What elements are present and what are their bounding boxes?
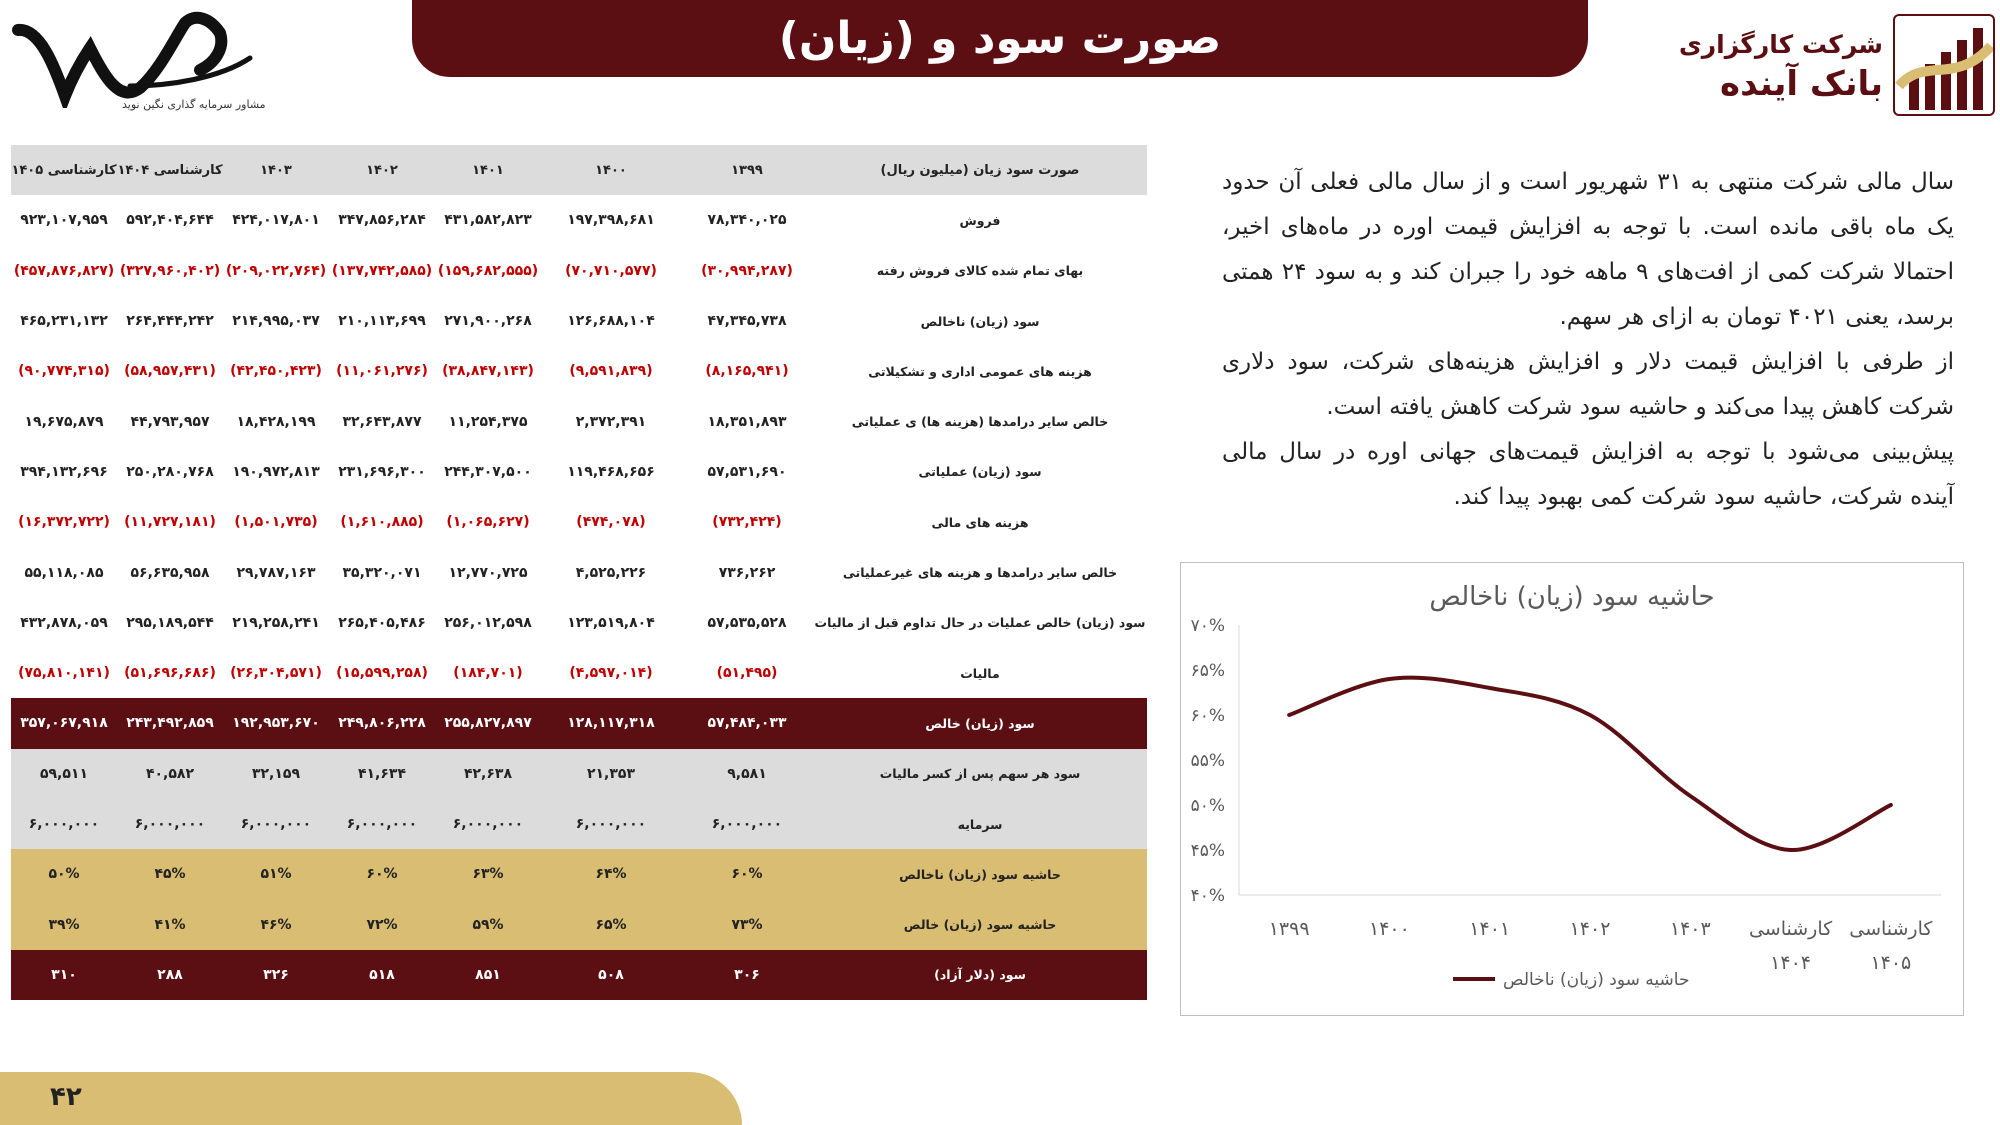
table-cell: ۵۱۸: [329, 950, 435, 1000]
table-cell: ۴۲۴,۰۱۷,۸۰۱: [223, 195, 329, 245]
table-cell: ۱۹۷,۳۹۸,۶۸۱: [541, 195, 681, 245]
table-row: [11, 799, 1147, 849]
table-cell: ۴۱,۶۳۴: [329, 749, 435, 799]
table-cell: (۱۱,۰۶۱,۲۷۶): [329, 346, 435, 396]
table-cell: ۱۹۲,۹۵۳,۶۷۰: [223, 698, 329, 748]
table-cell: ۵۷,۵۳۱,۶۹۰: [681, 447, 813, 497]
row-label: سود (دلار آزاد): [813, 950, 1147, 1000]
table-cell: (۴۲,۴۵۰,۴۲۳): [223, 346, 329, 396]
table-cell: ۲۵۵,۸۲۷,۸۹۷: [435, 698, 541, 748]
advisor-logo: [10, 8, 270, 118]
x-tick-label: ۱۴۰۵: [1870, 952, 1912, 974]
table-header-year: ۱۳۹۹: [681, 145, 813, 195]
x-tick-label: کارشناسی: [1849, 918, 1933, 940]
row-label: حاشیه سود (زیان) ناخالص: [813, 849, 1147, 899]
table-row: [11, 296, 1147, 346]
table-cell: ۳۲۶: [223, 950, 329, 1000]
income-statement-table: [11, 145, 1147, 1000]
table-cell: ۲۷۱,۹۰۰,۲۶۸: [435, 296, 541, 346]
table-cell: ۶,۰۰۰,۰۰۰: [223, 799, 329, 849]
table-cell: ۳۵,۳۲۰,۰۷۱: [329, 547, 435, 597]
table-cell: ۲۱۴,۹۹۵,۰۳۷: [223, 296, 329, 346]
table-cell: ۵۹,۵۱۱: [11, 749, 117, 799]
table-cell: ۲۹۵,۱۸۹,۵۴۴: [117, 598, 223, 648]
table-cell: (۱,۰۶۵,۶۲۷): [435, 497, 541, 547]
table-cell: ۲۸۸: [117, 950, 223, 1000]
table-header-year: کارشناسی ۱۴۰۵: [11, 145, 117, 195]
table-cell: ۷۲%: [329, 899, 435, 949]
x-tick-label: ۱۴۰۰: [1369, 918, 1410, 940]
table-cell: ۳۲,۶۴۳,۸۷۷: [329, 396, 435, 446]
table-cell: ۴۶%: [223, 899, 329, 949]
table-cell: ۶,۰۰۰,۰۰۰: [681, 799, 813, 849]
table-row: [11, 698, 1147, 748]
table-cell: ۲۵۶,۰۱۲,۵۹۸: [435, 598, 541, 648]
table-cell: ۱۱,۲۵۴,۳۷۵: [435, 396, 541, 446]
analysis-text: [1222, 160, 1954, 520]
table-cell: (۷۳۲,۴۲۴): [681, 497, 813, 547]
table-cell: ۲۱۹,۲۵۸,۲۴۱: [223, 598, 329, 648]
table-cell: ۴۶۵,۲۳۱,۱۳۲: [11, 296, 117, 346]
table-row: [11, 598, 1147, 648]
table-cell: (۱۵,۵۹۹,۲۵۸): [329, 648, 435, 698]
table-cell: (۳۰,۹۹۴,۲۸۷): [681, 246, 813, 296]
table-cell: ۵۹۲,۴۰۴,۶۴۴: [117, 195, 223, 245]
table-cell: ۶,۰۰۰,۰۰۰: [117, 799, 223, 849]
analysis-paragraph: پیش‌بینی می‌شود با توجه به افزایش قیمت‌های جهانی اوره در سال مالی آینده شرکت، حاشیه سود شرکت کمی بهبود پیدا کند.: [1222, 439, 1954, 510]
x-tick-label: ۱۳۹۹: [1268, 918, 1310, 940]
y-tick-label: ۵۰%: [1190, 796, 1225, 816]
analysis-paragraph: از طرفی با افزایش قیمت دلار و افزایش هزینه‌های شرکت، سود دلاری شرکت کاهش پیدا می‌کند و حاشیه سود شرکت کاهش یافته است.: [1222, 349, 1954, 420]
table-cell: (۱۸۴,۷۰۱): [435, 648, 541, 698]
table-row: [11, 749, 1147, 799]
table-cell: (۵۸,۹۵۷,۴۳۱): [117, 346, 223, 396]
table-cell: ۴۲,۶۳۸: [435, 749, 541, 799]
table-cell: ۲۴۹,۸۰۶,۲۲۸: [329, 698, 435, 748]
table-cell: ۳۴۷,۸۵۶,۲۸۴: [329, 195, 435, 245]
table-cell: ۲۴۳,۴۹۲,۸۵۹: [117, 698, 223, 748]
table-cell: ۴۱%: [117, 899, 223, 949]
table-row: [11, 899, 1147, 949]
chart-title: حاشیه سود (زیان) ناخالص: [1429, 582, 1715, 612]
row-label: مالیات: [813, 648, 1147, 698]
broker-name-line2: بانک آینده: [1720, 64, 1883, 104]
advisor-logo-mark: [10, 8, 270, 108]
table-cell: ۲۵۰,۲۸۰,۷۶۸: [117, 447, 223, 497]
table-cell: ۵۹%: [435, 899, 541, 949]
table-header-year: ۱۴۰۲: [329, 145, 435, 195]
table-cell: ۵۷,۵۳۵,۵۲۸: [681, 598, 813, 648]
table-row: [11, 195, 1147, 245]
table-cell: ۷۳۶,۲۶۲: [681, 547, 813, 597]
table-cell: ۴۷,۳۴۵,۷۳۸: [681, 296, 813, 346]
table-cell: (۱۵۹,۶۸۲,۵۵۵): [435, 246, 541, 296]
table-cell: ۱۸,۴۲۸,۱۹۹: [223, 396, 329, 446]
table-row: [11, 950, 1147, 1000]
table-row: [11, 246, 1147, 296]
table-cell: ۲۱,۳۵۳: [541, 749, 681, 799]
table-cell: ۳۵۷,۰۶۷,۹۱۸: [11, 698, 117, 748]
y-tick-label: ۴۵%: [1190, 841, 1225, 861]
table-header-row: [11, 145, 1147, 195]
table-cell: ۵۷,۴۸۴,۰۳۳: [681, 698, 813, 748]
row-label: سرمایه: [813, 799, 1147, 849]
table-row: [11, 447, 1147, 497]
table-cell: ۶۰%: [329, 849, 435, 899]
table-cell: ۶۴%: [541, 849, 681, 899]
row-label: هزینه های مالی: [813, 497, 1147, 547]
x-tick-label: ۱۴۰۱: [1469, 918, 1511, 940]
row-label: سود (زیان) ناخالص: [813, 296, 1147, 346]
y-tick-label: ۵۵%: [1190, 751, 1225, 771]
table-header-year: ۱۴۰۳: [223, 145, 329, 195]
table-cell: ۵۰%: [11, 849, 117, 899]
table-cell: (۷۰,۷۱۰,۵۷۷): [541, 246, 681, 296]
advisor-tagline: مشاور سرمایه گذاری نگین نوید: [122, 98, 266, 111]
table-cell: ۴۳۲,۸۷۸,۰۵۹: [11, 598, 117, 648]
table-header-year: ۱۴۰۱: [435, 145, 541, 195]
table-cell: ۲۹,۷۸۷,۱۶۳: [223, 547, 329, 597]
table-cell: (۲۶,۳۰۴,۵۷۱): [223, 648, 329, 698]
table-cell: ۲,۳۷۲,۳۹۱: [541, 396, 681, 446]
page-number: ۴۲: [50, 1082, 82, 1112]
table-cell: (۱,۵۰۱,۷۳۵): [223, 497, 329, 547]
table-cell: ۴,۵۲۵,۲۲۶: [541, 547, 681, 597]
table-cell: (۱,۶۱۰,۸۸۵): [329, 497, 435, 547]
table-cell: ۶۳%: [435, 849, 541, 899]
x-tick-label: ۱۴۰۲: [1569, 918, 1611, 940]
row-label: بهای تمام شده کالای فروش رفته: [813, 246, 1147, 296]
table-cell: (۱۱,۷۲۷,۱۸۱): [117, 497, 223, 547]
table-header-year: ۱۴۰۰: [541, 145, 681, 195]
table-cell: ۶۵%: [541, 899, 681, 949]
series-line: [1289, 678, 1891, 850]
table-cell: ۴۰,۵۸۲: [117, 749, 223, 799]
table-cell: ۶,۰۰۰,۰۰۰: [329, 799, 435, 849]
table-cell: ۱۲۸,۱۱۷,۳۱۸: [541, 698, 681, 748]
page-title-bar: [412, 0, 1588, 77]
table-cell: ۷۸,۳۴۰,۰۲۵: [681, 195, 813, 245]
table-cell: ۲۱۰,۱۱۳,۶۹۹: [329, 296, 435, 346]
page-title: صورت سود و (زیان): [778, 13, 1222, 64]
table-cell: ۱۲,۷۷۰,۷۲۵: [435, 547, 541, 597]
row-label: سود (زیان) خالص: [813, 698, 1147, 748]
row-label: حاشیه سود (زیان) خالص: [813, 899, 1147, 949]
table-cell: (۴۷۴,۰۷۸): [541, 497, 681, 547]
table-cell: ۲۳۱,۶۹۶,۳۰۰: [329, 447, 435, 497]
table-cell: ۵۰۸: [541, 950, 681, 1000]
table-cell: ۳۹%: [11, 899, 117, 949]
row-label: هزینه های عمومی اداری و تشکیلاتی: [813, 346, 1147, 396]
table-cell: (۷۵,۸۱۰,۱۴۱): [11, 648, 117, 698]
table-cell: (۵۱,۴۹۵): [681, 648, 813, 698]
y-tick-label: ۴۰%: [1190, 886, 1225, 906]
row-label: سود هر سهم پس از کسر مالیات: [813, 749, 1147, 799]
table-cell: ۱۱۹,۴۶۸,۶۵۶: [541, 447, 681, 497]
table-cell: ۹۲۳,۱۰۷,۹۵۹: [11, 195, 117, 245]
row-label: خالص سایر درامدها (هزینه ها) ی عملیاتی: [813, 396, 1147, 446]
table-row: [11, 849, 1147, 899]
table-row: [11, 346, 1147, 396]
table-cell: ۶,۰۰۰,۰۰۰: [541, 799, 681, 849]
table-cell: ۱۹۰,۹۷۲,۸۱۳: [223, 447, 329, 497]
broker-name-line1: شرکت کارگزاری: [1678, 30, 1883, 59]
row-label: فروش: [813, 195, 1147, 245]
table-cell: (۹۰,۷۷۴,۳۱۵): [11, 346, 117, 396]
table-cell: ۶۰%: [681, 849, 813, 899]
table-cell: ۶,۰۰۰,۰۰۰: [435, 799, 541, 849]
gross-margin-chart: [1180, 562, 1964, 1016]
table-row: [11, 396, 1147, 446]
chart-canvas: [1181, 563, 1963, 1015]
table-cell: (۲۰۹,۰۲۲,۷۶۴): [223, 246, 329, 296]
table-cell: ۱۹,۶۷۵,۸۷۹: [11, 396, 117, 446]
table-cell: ۴۵%: [117, 849, 223, 899]
row-label: سود (زیان) خالص عملیات در حال تداوم قبل از مالیات: [813, 598, 1147, 648]
table-header-label: صورت سود زیان (میلیون ریال): [813, 145, 1147, 195]
table-header-year: کارشناسی ۱۴۰۴: [117, 145, 223, 195]
table-cell: ۳۱۰: [11, 950, 117, 1000]
table-cell: ۸۵۱: [435, 950, 541, 1000]
table-row: [11, 547, 1147, 597]
y-tick-label: ۷۰%: [1190, 616, 1225, 636]
table-cell: (۱۶,۳۷۲,۷۲۲): [11, 497, 117, 547]
table-cell: ۹,۵۸۱: [681, 749, 813, 799]
table-cell: ۳۲,۱۵۹: [223, 749, 329, 799]
table-cell: (۳۲۷,۹۶۰,۴۰۲): [117, 246, 223, 296]
table-cell: (۸,۱۶۵,۹۴۱): [681, 346, 813, 396]
table-cell: ۵۵,۱۱۸,۰۸۵: [11, 547, 117, 597]
broker-logo-icon: [1893, 14, 1995, 116]
table-cell: (۴۵۷,۸۷۶,۸۲۷): [11, 246, 117, 296]
table-cell: ۲۶۴,۴۴۴,۲۴۲: [117, 296, 223, 346]
table-cell: ۴۳۱,۵۸۲,۸۲۳: [435, 195, 541, 245]
table-cell: ۳۹۴,۱۳۲,۶۹۶: [11, 447, 117, 497]
table-cell: (۱۳۷,۷۴۲,۵۸۵): [329, 246, 435, 296]
x-tick-label: کارشناسی: [1748, 918, 1833, 940]
table-cell: ۵۱%: [223, 849, 329, 899]
broker-logo: [1678, 14, 1995, 118]
row-label: خالص سایر درامدها و هزینه های غیرعملیاتی: [813, 547, 1147, 597]
y-tick-label: ۶۵%: [1190, 661, 1225, 681]
x-tick-label: ۱۴۰۳: [1669, 918, 1711, 940]
x-tick-label: ۱۴۰۴: [1770, 952, 1811, 974]
table-cell: ۱۸,۳۵۱,۸۹۳: [681, 396, 813, 446]
y-tick-label: ۶۰%: [1190, 706, 1225, 726]
table-cell: ۷۳%: [681, 899, 813, 949]
table-cell: ۴۴,۷۹۳,۹۵۷: [117, 396, 223, 446]
table-cell: ۵۶,۶۳۵,۹۵۸: [117, 547, 223, 597]
page-number-tab: [0, 1072, 742, 1125]
table-cell: ۳۰۶: [681, 950, 813, 1000]
table-cell: ۱۲۶,۶۸۸,۱۰۴: [541, 296, 681, 346]
table-row: [11, 648, 1147, 698]
table-cell: (۴,۵۹۷,۰۱۴): [541, 648, 681, 698]
table-cell: ۲۶۵,۴۰۵,۴۸۶: [329, 598, 435, 648]
table-row: [11, 497, 1147, 547]
table-cell: ۶,۰۰۰,۰۰۰: [11, 799, 117, 849]
table-cell: (۹,۵۹۱,۸۳۹): [541, 346, 681, 396]
row-label: سود (زیان) عملیاتی: [813, 447, 1147, 497]
analysis-paragraph: سال مالی شرکت منتهی به ۳۱ شهریور است و از سال مالی فعلی آن حدود یک ماه باقی مانده است. با توجه به افزایش قیمت اوره در ماه‌های اخیر، احتمالا شرکت کمی از افت‌های ۹ ماهه خود را جبران کند و به سود ۲۴ همتی برسد، یعنی ۴۰۲۱ تومان به ازای هر سهم.: [1222, 169, 1954, 330]
table-cell: ۲۴۴,۳۰۷,۵۰۰: [435, 447, 541, 497]
table-cell: (۳۸,۸۴۷,۱۴۳): [435, 346, 541, 396]
legend-label: حاشیه سود (زیان) ناخالص: [1503, 970, 1690, 990]
table-cell: ۱۲۳,۵۱۹,۸۰۴: [541, 598, 681, 648]
table-cell: (۵۱,۶۹۶,۶۸۶): [117, 648, 223, 698]
